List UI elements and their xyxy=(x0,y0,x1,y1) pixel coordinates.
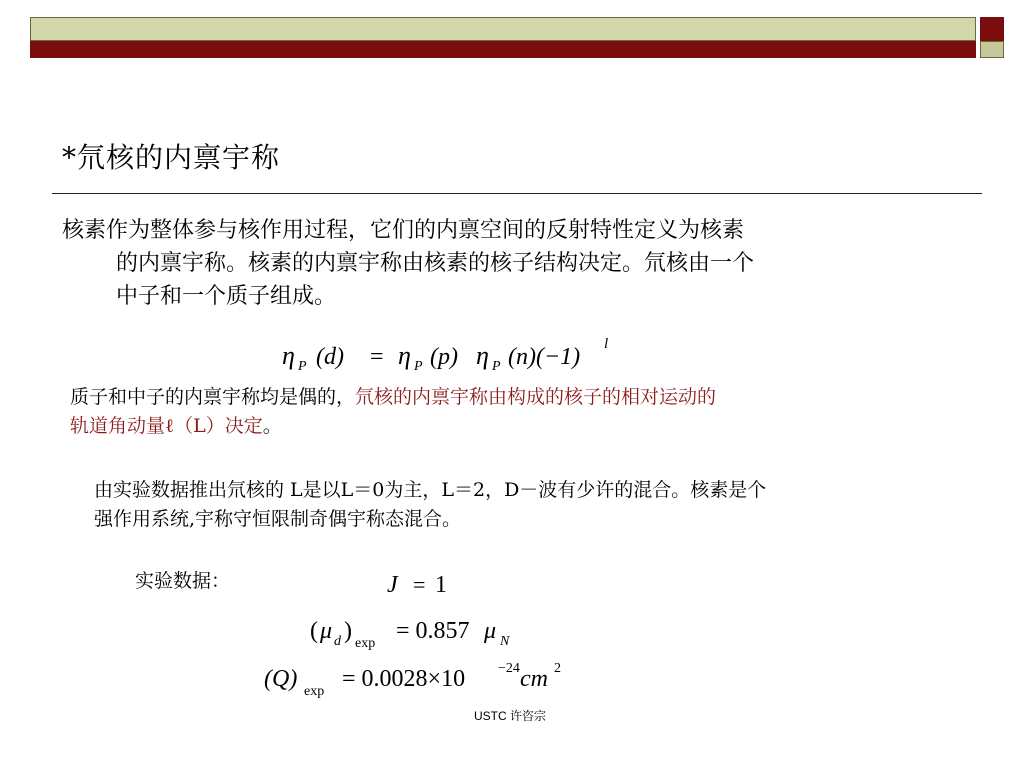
eta-symbol: η xyxy=(282,341,295,370)
eta-subscript: P xyxy=(492,359,501,374)
unit-power: 2 xyxy=(554,661,561,676)
spin-formula xyxy=(385,566,465,600)
paren-close: ) xyxy=(344,618,352,644)
formula-exponent-l: l xyxy=(604,336,609,352)
paren-open: ( xyxy=(310,618,318,644)
experiment-line-2: 强作用系统,宇称守恒限制奇偶宇称态混合。 xyxy=(94,508,462,530)
header-bar-dark xyxy=(30,41,976,58)
quadrupole-formula xyxy=(262,656,582,702)
header-bar-light xyxy=(30,17,976,41)
parity-line-1-black: 质子和中子的内禀宇称均是偶的， xyxy=(70,386,356,408)
mu-symbol: μ xyxy=(320,618,333,644)
spin-equals: = xyxy=(413,572,426,597)
spin-value: 1 xyxy=(435,572,447,598)
eta-symbol: η xyxy=(476,341,489,370)
mu-subscript-d: d xyxy=(334,634,341,649)
header-square-light xyxy=(980,41,1004,58)
intro-line-3: 中子和一个质子组成。 xyxy=(116,284,337,309)
exp-subscript: exp xyxy=(355,636,376,651)
parity-line-2-end: 。 xyxy=(262,415,282,437)
intro-paragraph xyxy=(62,214,962,313)
formula-equals: = xyxy=(370,344,384,370)
intro-line-2: 的内禀宇称。核素的内禀宇称由核素的核子结构决定。氘核由一个 xyxy=(116,251,755,276)
spin-J: J xyxy=(387,572,398,598)
header-square-dark xyxy=(980,17,1004,41)
mu-subscript-N: N xyxy=(500,634,510,649)
experiment-data-label: 实验数据： xyxy=(135,570,231,592)
formula-n: (n)(−1) xyxy=(508,344,581,370)
eta-subscript: P xyxy=(298,359,307,374)
parity-explanation xyxy=(70,383,970,441)
quadrupole-power: −24 xyxy=(498,661,520,676)
intro-line-1: 核素作为整体参与核作用过程，它们的内禀空间的反射特性定义为核素 xyxy=(62,218,745,243)
parity-line-2-red: 轨道角动量ℓ（L）决定 xyxy=(70,415,263,437)
mu-value: = 0.857 xyxy=(396,618,470,644)
experiment-paragraph xyxy=(94,476,1004,534)
quadrupole-unit: cm xyxy=(520,666,548,692)
footer-credit: USTC 许咨宗 xyxy=(474,709,547,723)
eta-subscript: P xyxy=(414,359,423,374)
title-divider xyxy=(52,193,982,194)
parity-line-1 xyxy=(70,383,970,412)
magnetic-moment-formula xyxy=(308,612,528,652)
parity-formula xyxy=(280,334,620,378)
eta-symbol: η xyxy=(398,341,411,370)
exp-subscript: exp xyxy=(304,684,325,699)
parity-line-1-red: 氘核的内禀宇称由构成的核子的相对运动的 xyxy=(355,386,717,408)
formula-d: (d) xyxy=(316,344,344,370)
slide-title: *氘核的内禀宇称 xyxy=(62,141,281,174)
mu-symbol: μ xyxy=(484,618,497,644)
quadrupole-Q: (Q) xyxy=(264,666,298,692)
quadrupole-value: = 0.0028×10 xyxy=(342,666,466,692)
experiment-line-1: 由实验数据推出氘核的 L是以L＝0为主，L＝2，D－波有少许的混合。核素是个 xyxy=(94,479,767,501)
parity-line-2 xyxy=(70,412,970,441)
formula-p: (p) xyxy=(430,344,458,370)
